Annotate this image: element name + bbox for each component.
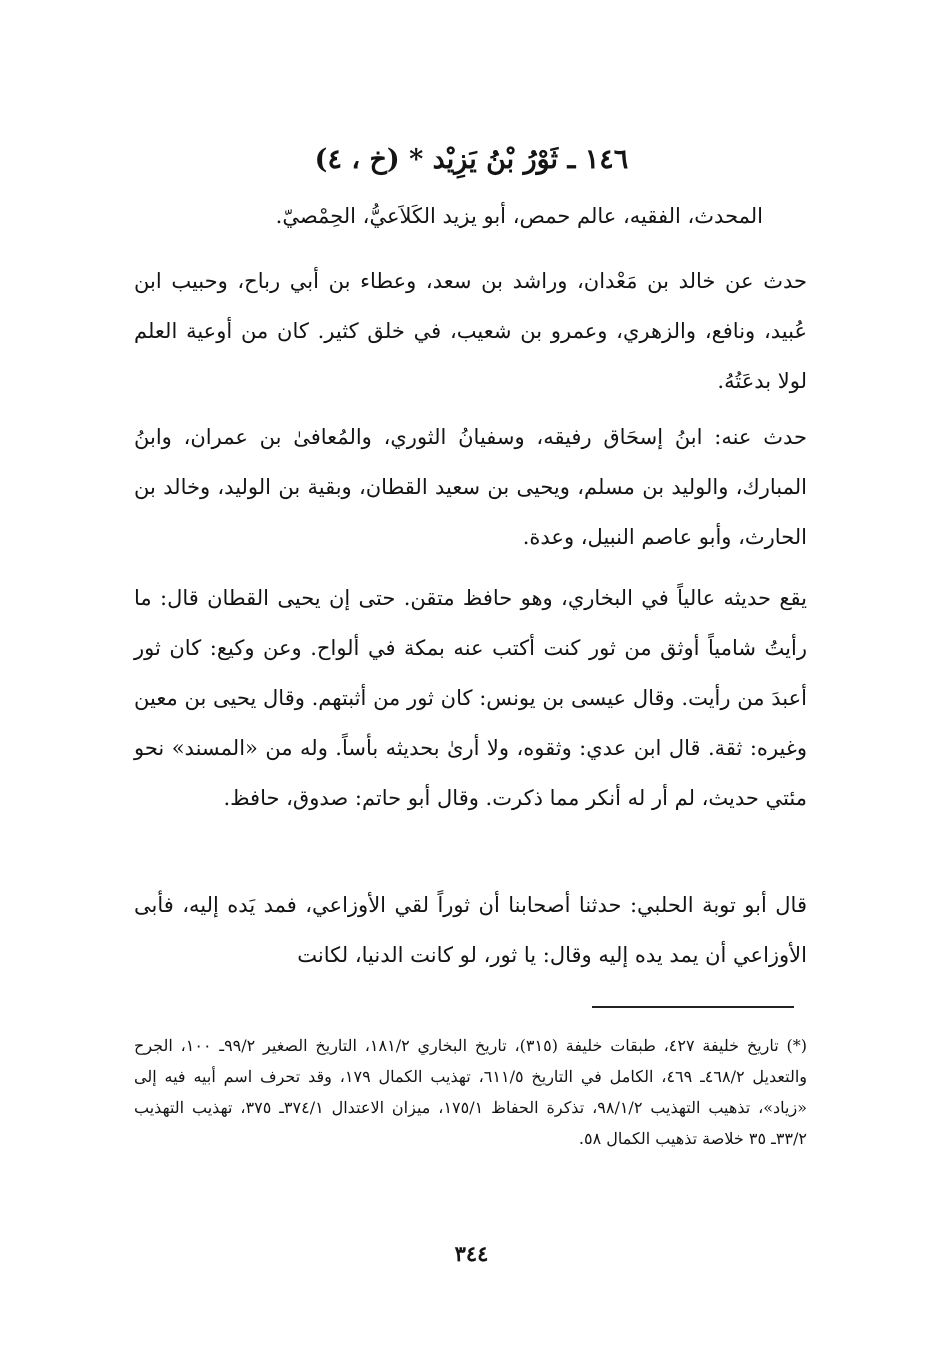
- paragraph-teachers: حدث عن خالد بن مَعْدان، وراشد بن سعد، وعطاء بن أبي رباح، وحبيب ابن عُبيد، ونافع، والزهري، وعمرو بن شعيب، في خلق كثير. كان من أوعية العلم لولا بدعَتُهُ.: [134, 269, 807, 393]
- page-number: ٣٤٤: [454, 1241, 489, 1266]
- paragraph-students: حدث عنه: ابنُ إسحَاق رفيقه، وسفيانُ الثوري، والمُعافىٰ بن عمران، وابنُ المبارك، والوليد بن مسلم، ويحيى بن سعيد القطان، وبقية بن الوليد، وخالد بن الحارث، وأبو عاصم النبيل، وعدة.: [134, 425, 807, 549]
- paragraph-anecdote: قال أبو توبة الحلبي: حدثنا أصحابنا أن ثوراً لقي الأوزاعي، فمد يَده إليه، فأبى الأوزاعي أن يمد يده إليه وقال: يا ثور، لو كانت الدنيا، لكانت: [134, 893, 807, 967]
- entry-heading: ١٤٦ ـ ثَوْرُ بْنُ يَزِيْد * (خ ، ٤): [314, 144, 629, 175]
- entry-subtitle: المحدث، الفقيه، عالم حمص، أبو يزيد الكَلاَعيُّ، الحِمْصيّ.: [275, 204, 763, 228]
- paragraph-evaluation: يقع حديثه عالياً في البخاري، وهو حافظ متقن. حتى إن يحيى القطان قال: ما رأيتُ شامياً أوثق من ثور كنت أكتب عنه بمكة في ألواح. وعن وكيع: كان ثور أعبدَ من رأيت. وقال عيسى بن يونس: كان ثور من أثبتهم. وقال يحيى بن معين وغيره: ثقة. قال ابن عدي: وثقوه، ولا أرىٰ بحديثه بأساً. وله من «المسند» نحو مئتي حديث، لم أر له أنكر مما ذكرت. وقال أبو حاتم: صدوق، حافظ.: [134, 586, 807, 810]
- footnote-sources: (*) تاريخ خليفة ٤٢٧، طبقات خليفة (٣١٥)، تاريخ البخاري ١٨١/٢، التاريخ الصغير ٩٩/٢ـ ١٠٠، الجرح والتعديل ٤٦٨/٢ـ ٤٦٩، الكامل في التاريخ ٦١١/٥، تهذيب الكمال ١٧٩، وقد تحرف اسم أبيه فيه إلى «زياد»، تذهيب التهذيب ٩٨/١/٢، تذكرة الحفاظ ١٧٥/١، ميزان الاعتدال ٣٧٤/١ـ ٣٧٥، تهذيب التهذيب ٣٣/٢ـ ٣٥ خلاصة تذهيب الكمال ٥٨.: [134, 1036, 808, 1148]
- footnote-divider: [592, 1006, 794, 1008]
